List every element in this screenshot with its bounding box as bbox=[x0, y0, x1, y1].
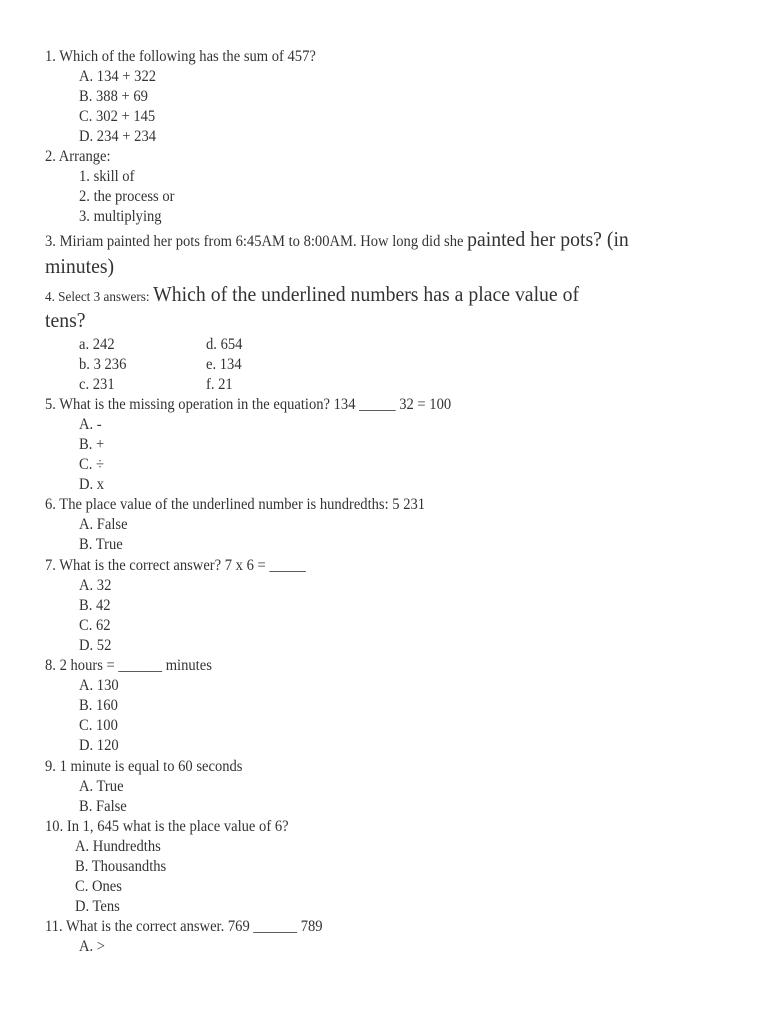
q7-option-d: D. 52 bbox=[79, 637, 112, 654]
q9-option-b: B. False bbox=[79, 798, 127, 815]
q2-stem: 2. Arrange: bbox=[45, 148, 111, 165]
q1-option-a: A. 134 + 322 bbox=[79, 68, 157, 85]
q3-stem-cont: minutes) bbox=[45, 254, 115, 278]
q1-stem: 1. Which of the following has the sum of 457? bbox=[45, 48, 316, 65]
q4-stem-small: 4. Select 3 answers: bbox=[45, 290, 150, 305]
q9-option-a: A. True bbox=[79, 778, 124, 795]
q8-option-c: C. 100 bbox=[79, 717, 118, 734]
q6-stem: 6. The place value of the underlined number is hundredths: 5 231 bbox=[45, 496, 426, 513]
q5-option-c: C. ÷ bbox=[79, 456, 105, 473]
q7-stem: 7. What is the correct answer? 7 x 6 = _____ bbox=[45, 557, 306, 574]
q1-option-c: C. 302 + 145 bbox=[79, 108, 156, 125]
q1-option-b: B. 388 + 69 bbox=[79, 88, 148, 105]
q5-option-a: A. - bbox=[79, 416, 102, 433]
q7-option-c: C. 62 bbox=[79, 617, 111, 634]
q6-option-a: A. False bbox=[79, 516, 128, 533]
q4-option-a: a. 242 bbox=[79, 336, 115, 353]
q8-option-d: D. 120 bbox=[79, 737, 119, 754]
q4-option-c: c. 231 bbox=[79, 376, 115, 393]
q5-option-d: D. x bbox=[79, 476, 105, 493]
q3-stem-small: 3. Miriam painted her pots from 6:45AM to 8:00AM. How long did she bbox=[45, 233, 464, 250]
q7-option-b: B. 42 bbox=[79, 597, 111, 614]
q2-item-2: 2. the process or bbox=[79, 188, 175, 205]
q4-option-e: e. 134 bbox=[206, 356, 242, 373]
q8-stem: 8. 2 hours = ______ minutes bbox=[45, 657, 212, 674]
q4-stem-line bbox=[45, 284, 579, 308]
q4-option-d: d. 654 bbox=[206, 336, 243, 353]
q2-item-1: 1. skill of bbox=[79, 168, 135, 185]
q4-stem-large: Which of the underlined numbers has a place value of bbox=[153, 282, 580, 306]
q10-option-d: D. Tens bbox=[75, 898, 120, 915]
q5-option-b: B. + bbox=[79, 436, 105, 453]
q5-stem: 5. What is the missing operation in the equation? 134 _____ 32 = 100 bbox=[45, 396, 452, 413]
q3-stem-large: painted her pots? (in bbox=[467, 227, 629, 251]
q11-stem: 11. What is the correct answer. 769 ______ 789 bbox=[45, 918, 323, 935]
q7-option-a: A. 32 bbox=[79, 577, 112, 594]
q11-option-a: A. > bbox=[79, 938, 106, 955]
q8-option-a: A. 130 bbox=[79, 677, 119, 694]
q9-stem: 9. 1 minute is equal to 60 seconds bbox=[45, 758, 243, 775]
q4-stem-cont: tens? bbox=[45, 308, 86, 332]
q1-option-d: D. 234 + 234 bbox=[79, 128, 157, 145]
q10-option-c: C. Ones bbox=[75, 878, 122, 895]
q6-option-b: B. True bbox=[79, 536, 123, 553]
q8-option-b: B. 160 bbox=[79, 697, 118, 714]
q4-option-f: f. 21 bbox=[206, 376, 233, 393]
q10-option-a: A. Hundredths bbox=[75, 838, 161, 855]
q4-option-b: b. 3 236 bbox=[79, 356, 127, 373]
q3-stem-line bbox=[45, 229, 629, 252]
q10-option-b: B. Thousandths bbox=[75, 858, 167, 875]
q2-item-3: 3. multiplying bbox=[79, 208, 162, 225]
q10-stem: 10. In 1, 645 what is the place value of 6? bbox=[45, 818, 289, 835]
